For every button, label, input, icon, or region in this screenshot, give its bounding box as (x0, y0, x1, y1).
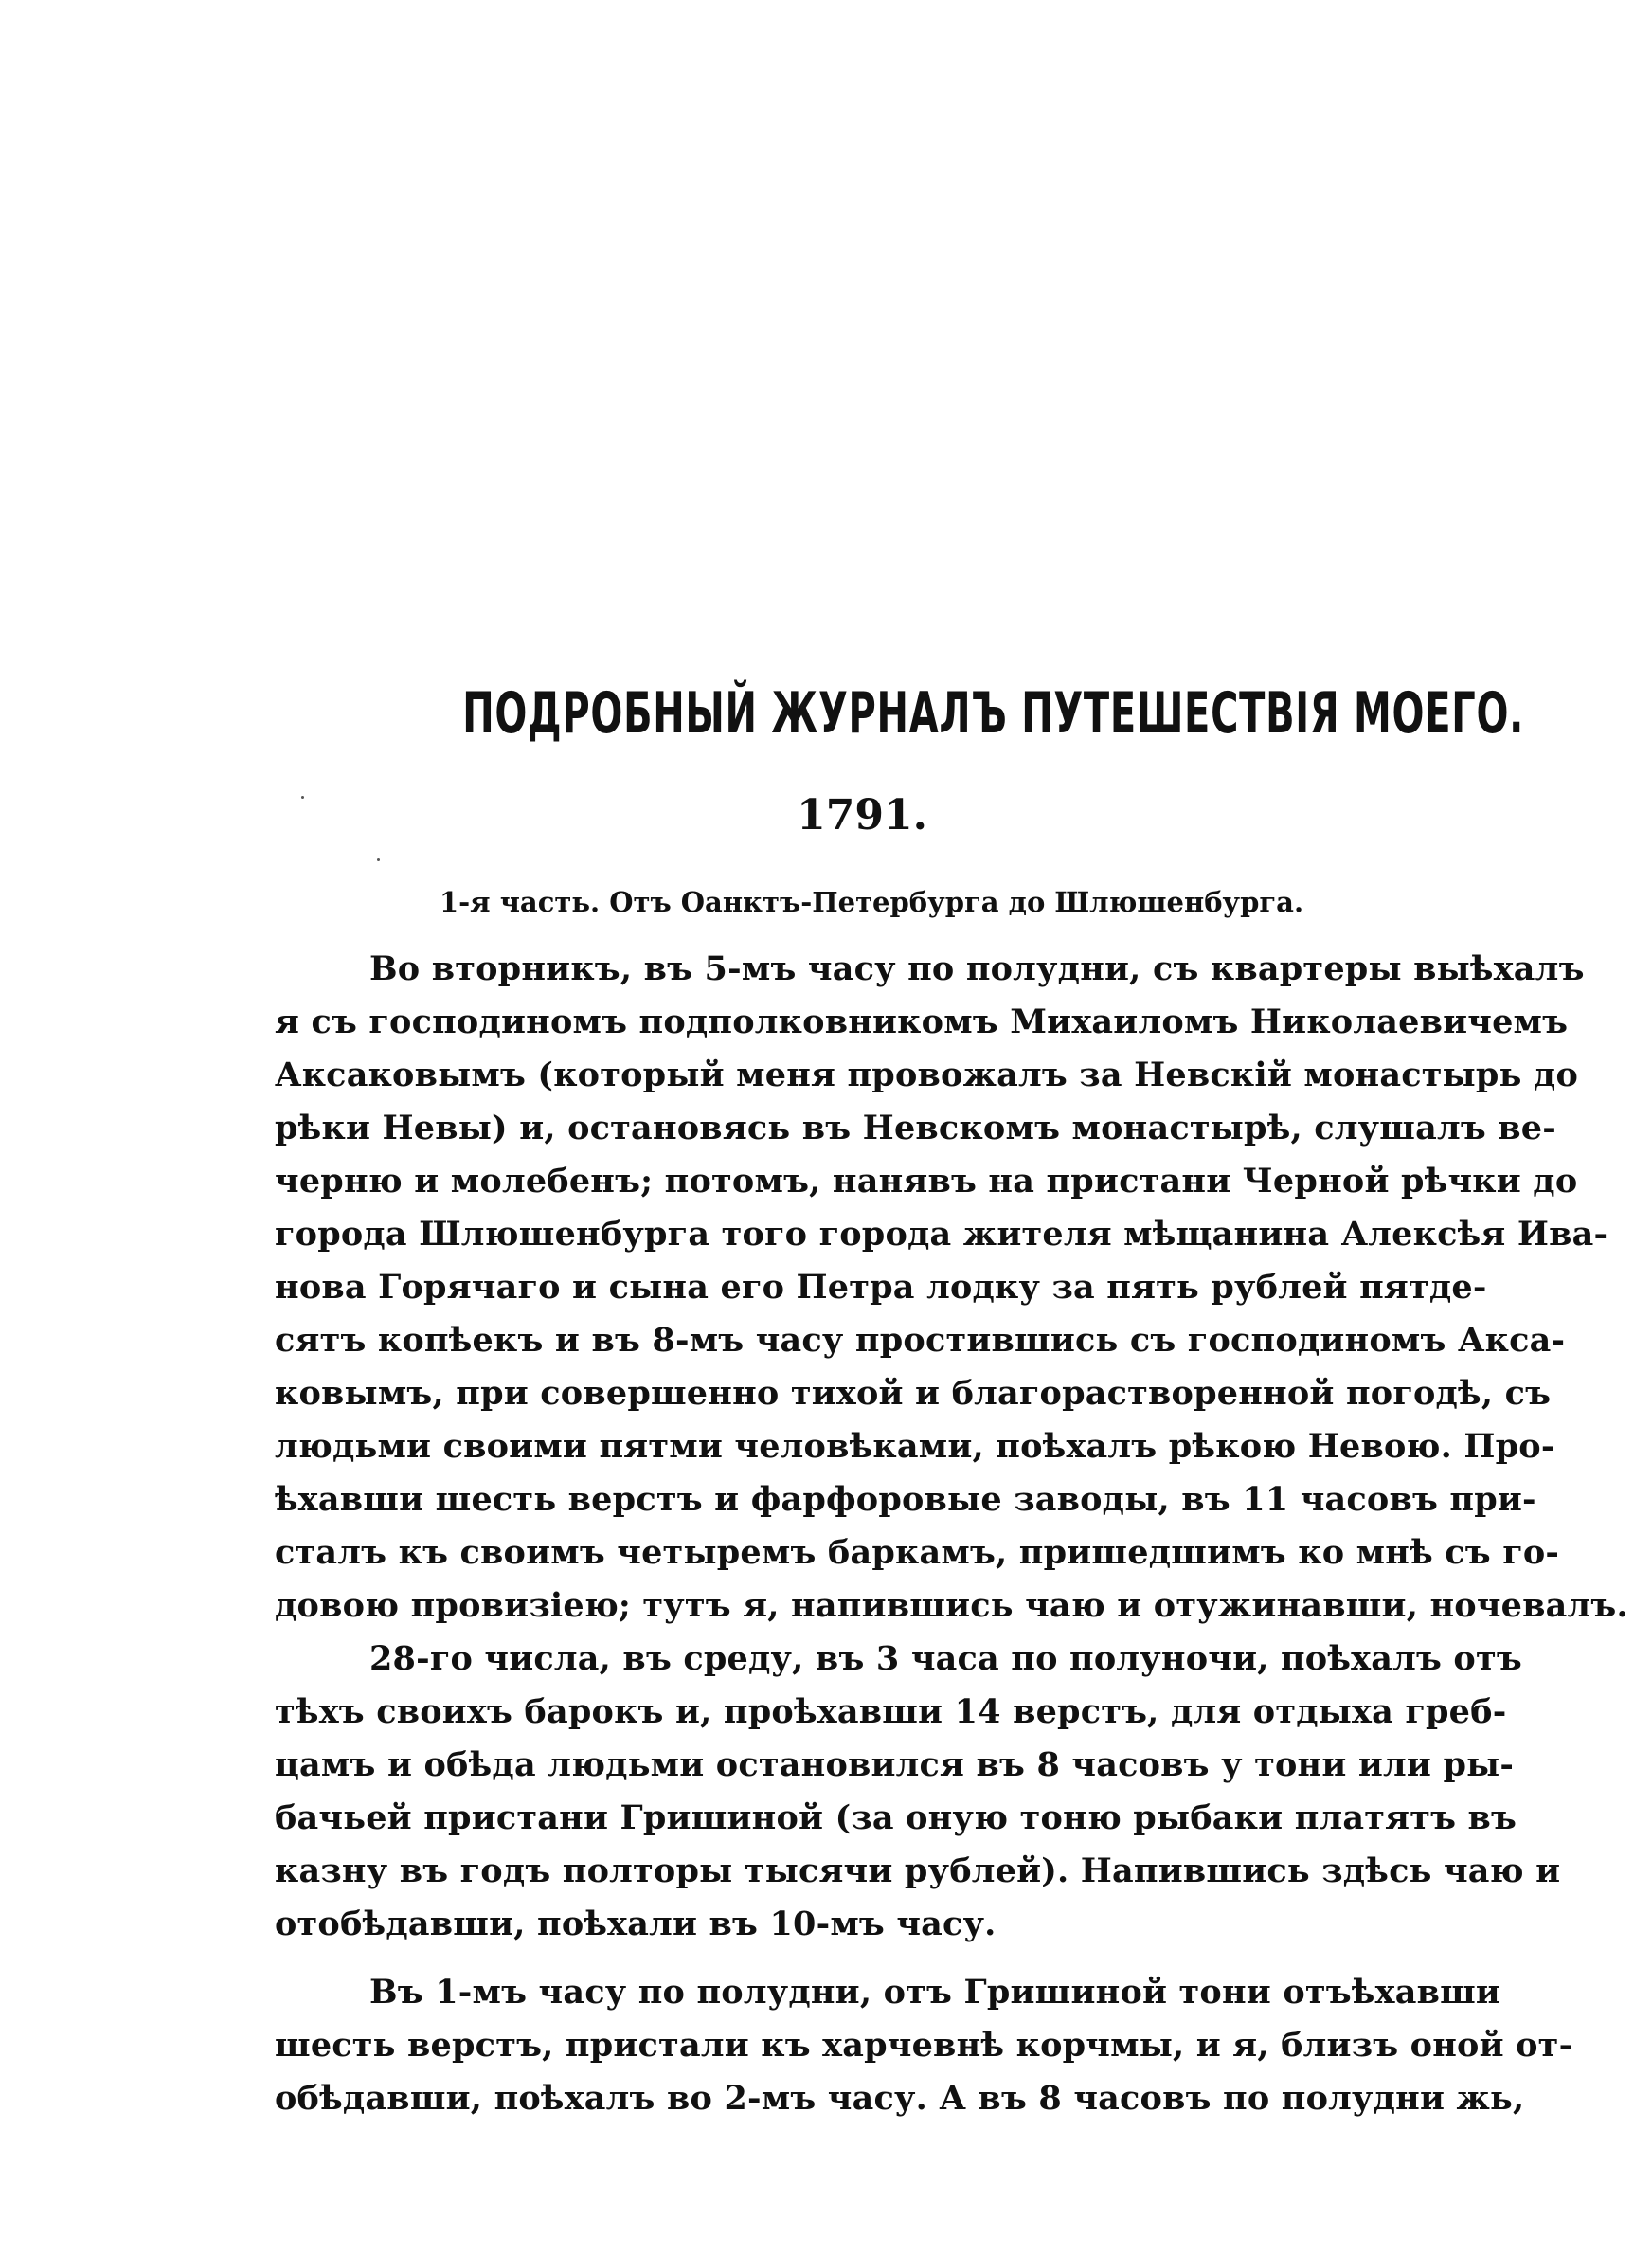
page-title: ПОДРОБНЫЙ ЖУРНАЛЪ ПУТЕШЕСТВІЯ МОЕГО. (462, 680, 1525, 747)
text-line: казну въ годъ полторы тысячи рублей). Напившись здѣсь чаю и (275, 1851, 1561, 1890)
body-text (275, 943, 1628, 2125)
text-line: сталъ къ своимъ четыремъ баркамъ, пришедшимъ ко мнѣ съ го- (275, 1533, 1560, 1572)
text-line: довою провизіею; тутъ я, напившись чаю и отужинавши, ночевалъ. (275, 1586, 1628, 1625)
text-line: я съ господиномъ подполковникомъ Михаиломъ Николаевичемъ (275, 1002, 1569, 1041)
text-line: Во вторникъ, въ 5-мъ часу по полудни, съ квартеры выѣхалъ (369, 949, 1585, 988)
text-line: бачьей пристани Гришиной (за оную тоню рыбаки платятъ въ (275, 1798, 1517, 1837)
text-line: 28-го числа, въ среду, въ 3 часа по полуночи, поѣхалъ отъ (369, 1639, 1522, 1678)
text-line: ѣхавши шесть верстъ и фарфоровые заводы, въ 11 часовъ при- (275, 1480, 1536, 1519)
text-line: отобѣдавши, поѣхали въ 10-мъ часу. (275, 1905, 997, 1943)
text-line: рѣки Невы) и, остановясь въ Невскомъ монастырѣ, слушалъ ве- (275, 1109, 1556, 1147)
text-line: сятъ копѣекъ и въ 8-мъ часу простившись съ господиномъ Акса- (275, 1321, 1566, 1360)
text-line: нова Горячаго и сына его Петра лодку за пять рублей пятде- (275, 1268, 1487, 1307)
part-heading: 1-я часть. Отъ Оанктъ-Петербурга до Шлюшенбурга. (439, 886, 1304, 918)
text-line: Въ 1-мъ часу по полудни, отъ Гришиной тони отъѣхавши (369, 1973, 1501, 2012)
text-line: обѣдавши, поѣхалъ во 2-мъ часу. А въ 8 часовъ по полудни жь, (275, 2079, 1525, 2118)
paragraph (275, 1633, 1561, 1951)
scan-speck (301, 796, 304, 799)
paragraph (275, 943, 1628, 1633)
text-line: города Шлюшенбурга того города жителя мѣщанина Алексѣя Ива- (275, 1215, 1608, 1254)
year-heading: 1791. (797, 791, 927, 840)
text-line: черню и молебенъ; потомъ, нанявъ на пристани Черной рѣчки до (275, 1162, 1578, 1201)
paragraph-gap (275, 1951, 1430, 1966)
text-line: Аксаковымъ (который меня провожалъ за Невскій монастырь до (275, 1056, 1579, 1094)
text-line: цамъ и обѣда людьми остановился въ 8 часовъ у тони или ры- (275, 1745, 1515, 1784)
text-line: ковымъ, при совершенно тихой и благорастворенной погодѣ, съ (275, 1374, 1552, 1413)
text-line: тѣхъ своихъ барокъ и, проѣхавши 14 верстъ, для отдыха греб- (275, 1692, 1507, 1731)
text-line: людьми своими пятми человѣками, поѣхалъ рѣкою Невою. Про- (275, 1427, 1555, 1466)
scan-speck (377, 858, 380, 861)
paragraph (275, 1966, 1573, 2125)
text-line: шесть верстъ, пристали къ харчевнѣ корчмы, и я, близъ оной от- (275, 2026, 1573, 2065)
